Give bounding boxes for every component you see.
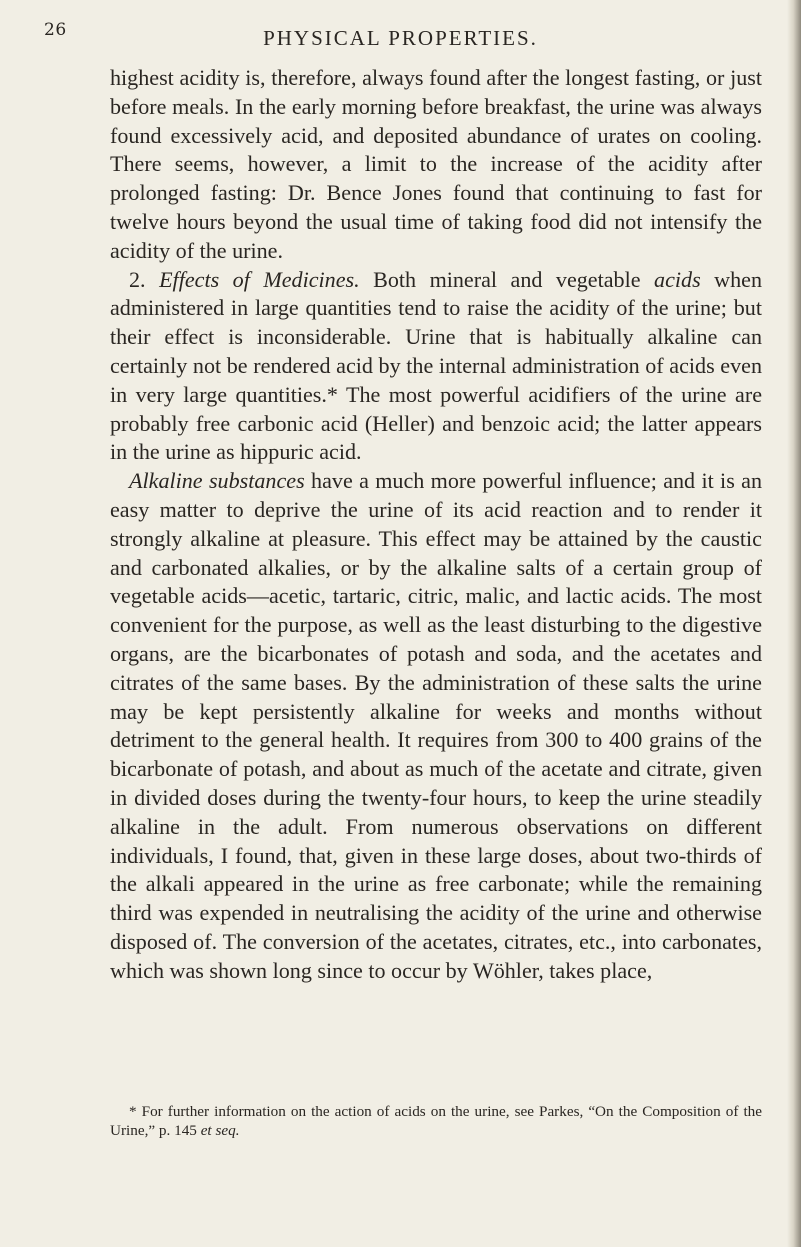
paragraph-text: Both mineral and vegetable: [359, 266, 655, 292]
paragraph: [110, 64, 762, 266]
paragraph: [110, 467, 762, 985]
paragraph-text: have a much more powerful influence; and it is an easy matter to deprive the urine of its acid reaction and to render it strongly alkaline at pleasure. This effect may be attained by the caustic and carbonated alkalies, or by the alkaline salts of a certain group of vegetable acids—acetic, tartaric, citric, malic, and lactic acids. The most convenient for the purpose, as well as the least disturbing to the digestive organs, are the bicarbonates of potash and soda, and the acetates and citrates of the same bases. By the administration of these salts the urine may be kept persistently alkaline for weeks and months without detriment to the general health. It requires from 300 to 400 grains of the bicarbonate of potash, and about as much of the acetate and citrate, given in divided doses during the twenty-four hours, to keep the urine steadily alkaline in the adult. From numerous observations on different individuals, I found, that, given in these large doses, about two-thirds of the alkali appeared in the urine as free carbonate; while the remaining third was expended in neutralising the acidity of the urine and otherwise disposed of. The conversion of the acetates, citrates, etc., into carbonates, which was shown long since to occur by Wöhler, takes place,: [110, 468, 762, 983]
paragraph: [110, 266, 762, 468]
section-heading: Alkaline substances: [129, 468, 305, 494]
footnote: [110, 1102, 762, 1140]
page-edge: [787, 0, 801, 1247]
section-number: 2.: [129, 266, 160, 292]
paragraph-text: highest acidity is, therefore, always found after the longest fasting, or just before meals. In the early morning before breakfast, the urine was always found excessively acid, and deposited abundance of urates on cooling. There seems, however, a limit to the increase of the acidity after prolonged fasting: Dr. Bence Jones found that continuing to fast for twelve hours beyond the usual time of taking food did not intensify the acidity of the urine.: [110, 65, 762, 263]
paragraph-text: when administered in large quantities tend to raise the acidity of the urine; but their effect is inconsiderable. Urine that is habitually alkaline can certainly not be rendered acid by the internal administration of acids even in very large quantities.* The most powerful acidifiers of the urine are probably free carbonic acid (Heller) and benzoic acid; the latter appears in the urine as hippuric acid.: [110, 266, 763, 465]
footnote-emphasis: et seq.: [200, 1122, 240, 1139]
running-title: PHYSICAL PROPERTIES.: [263, 26, 538, 50]
section-heading: Effects of Medicines.: [159, 266, 360, 292]
footnote-text: * For further information on the action of acids on the urine, see Parkes, “On the Composition of the Urine,” p. 145: [110, 1103, 762, 1139]
emphasis: acids: [654, 266, 701, 292]
body-text: [110, 64, 762, 986]
page-number: 26: [44, 20, 67, 40]
